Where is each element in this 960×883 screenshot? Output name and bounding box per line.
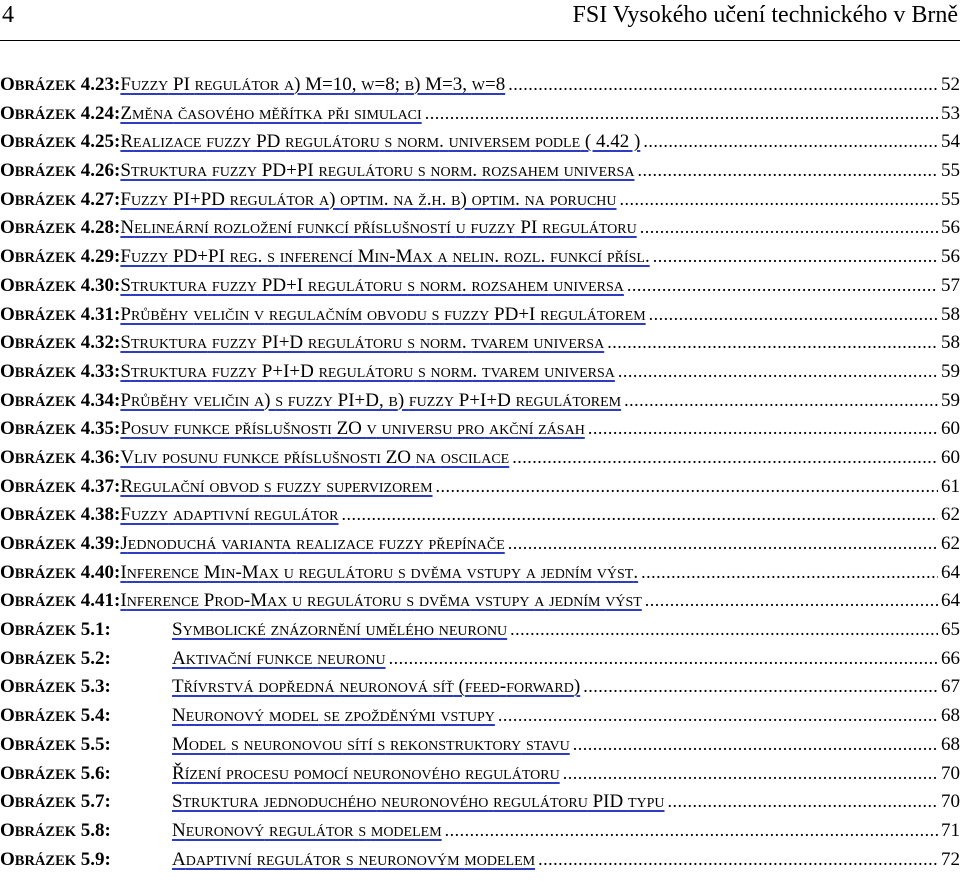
toc-entry[interactable]: [0, 242, 960, 271]
figure-title-link[interactable]: INFERENCE MIN-MAX U REGULÁTORU S DVĚMA VSTUPY A JEDNÍM VÝST.: [120, 561, 639, 583]
figure-title-link[interactable]: AKTIVAČNÍ FUNKCE NEURONU: [172, 647, 386, 669]
dot-leader: [653, 242, 938, 270]
figure-title-link[interactable]: REALIZACE FUZZY PD REGULÁTORU S NORM. UNIVERSEM PODLE ( 4.42 ): [120, 131, 641, 153]
figure-label: OBRÁZEK 4.23:: [0, 74, 121, 95]
figure-label: OBRÁZEK 4.33:: [0, 360, 121, 382]
page-number-ref[interactable]: 58: [941, 303, 960, 325]
dot-leader: [627, 271, 938, 299]
page-number-ref[interactable]: 53: [941, 102, 960, 124]
toc-entry[interactable]: [0, 300, 960, 329]
header-rule: [0, 40, 960, 41]
toc-entry[interactable]: [0, 586, 960, 615]
figure-label: OBRÁZEK 5.8:: [0, 819, 111, 841]
page-number-ref[interactable]: 66: [941, 647, 960, 669]
dot-leader: [538, 845, 938, 873]
page-number-ref[interactable]: 56: [941, 217, 960, 239]
toc-entry[interactable]: [0, 701, 960, 730]
dot-leader: [425, 99, 938, 127]
page-number-ref[interactable]: 72: [941, 848, 960, 870]
page-number-ref[interactable]: 64: [941, 590, 960, 612]
figure-label: OBRÁZEK 4.38:: [0, 504, 121, 526]
toc-entry[interactable]: [0, 99, 960, 128]
figure-label: OBRÁZEK 5.3:: [0, 676, 111, 698]
dot-leader: [445, 816, 938, 844]
figure-label: OBRÁZEK 4.26:: [0, 160, 121, 182]
figure-title-link[interactable]: INFERENCE PROD-MAX U REGULÁTORU S DVĚMA VSTUPY A JEDNÍM VÝST: [120, 590, 642, 612]
page-number-ref[interactable]: 55: [941, 160, 960, 182]
toc-entry[interactable]: [0, 500, 960, 529]
dot-leader: [640, 213, 938, 241]
dot-leader: [508, 70, 938, 98]
running-title: FSI Vysokého učení technického v Brně: [572, 2, 958, 28]
dot-leader: [649, 300, 938, 328]
dot-leader: [637, 156, 938, 184]
figure-title-link[interactable]: FUZZY PI REGULÁTOR A) M=10, W=8; B) M=3, W=8: [120, 74, 506, 95]
toc-entry[interactable]: [0, 127, 960, 156]
page-number-ref[interactable]: 61: [941, 475, 960, 497]
figure-title-link[interactable]: ŘÍZENÍ PROCESU POMOCÍ NEURONOVÉHO REGULÁTORU: [172, 762, 560, 784]
figure-label: OBRÁZEK 4.37:: [0, 475, 121, 497]
page-number-ref[interactable]: 68: [941, 705, 960, 727]
page-header: [0, 0, 960, 44]
page-number-ref[interactable]: 58: [941, 332, 960, 354]
figure-title-link[interactable]: ZMĚNA ČASOVÉHO MĚŘÍTKA PŘI SIMULACI: [120, 102, 422, 124]
toc-entry[interactable]: [0, 816, 960, 845]
figure-label: OBRÁZEK 5.1:: [0, 619, 111, 641]
toc-entry[interactable]: [0, 845, 960, 874]
figure-title-link[interactable]: NELINEÁRNÍ ROZLOŽENÍ FUNKCÍ PŘÍSLUŠNOSTÍ U FUZZY PI REGULÁTORU: [120, 217, 637, 239]
figure-title-link[interactable]: STRUKTURA FUZZY PD+I REGULÁTORU S NORM. ROZSAHEM UNIVERSA: [120, 274, 624, 296]
page-number-ref[interactable]: 57: [941, 274, 960, 296]
figure-title-link[interactable]: STRUKTURA FUZZY PI+D REGULÁTORU S NORM. TVAREM UNIVERSA: [120, 332, 605, 354]
page-number-ref[interactable]: 55: [941, 188, 960, 210]
toc-entry[interactable]: [0, 70, 960, 99]
toc-entry[interactable]: [0, 185, 960, 214]
figure-label: OBRÁZEK 4.31:: [0, 303, 121, 325]
page-number-ref[interactable]: 71: [941, 819, 960, 841]
figure-label: OBRÁZEK 4.34:: [0, 389, 121, 411]
toc-entry[interactable]: [0, 672, 960, 701]
figure-label: OBRÁZEK 4.35:: [0, 418, 121, 440]
figure-title-link[interactable]: POSUV FUNKCE PŘÍSLUŠNOSTI ZO V UNIVERSU PRO AKČNÍ ZÁSAH: [120, 418, 585, 440]
page-number-ref[interactable]: 64: [941, 561, 960, 583]
toc-entry[interactable]: [0, 558, 960, 587]
figure-title-link[interactable]: NEURONOVÝ REGULÁTOR S MODELEM: [172, 819, 442, 841]
dot-leader: [563, 759, 938, 787]
toc-entry[interactable]: [0, 386, 960, 415]
figure-title-link[interactable]: FUZZY ADAPTIVNÍ REGULÁTOR: [120, 504, 339, 526]
figure-label: OBRÁZEK 4.36:: [0, 446, 121, 468]
toc-entry[interactable]: [0, 443, 960, 472]
toc-entry[interactable]: [0, 615, 960, 644]
page-number-ref[interactable]: 67: [941, 676, 960, 698]
figure-label: OBRÁZEK 5.4:: [0, 705, 111, 727]
dot-leader: [620, 185, 938, 213]
page-number-ref[interactable]: 56: [941, 246, 960, 268]
toc-entry[interactable]: [0, 414, 960, 443]
figure-label: OBRÁZEK 4.27:: [0, 188, 121, 210]
dot-leader: [498, 701, 938, 729]
figure-label: OBRÁZEK 4.39:: [0, 533, 121, 554]
toc-entry[interactable]: [0, 472, 960, 501]
page-number-ref[interactable]: 59: [941, 360, 960, 382]
figure-title-link[interactable]: PRŮBĚHY VELIČIN V REGULAČNÍM OBVODU S FUZZY PD+I REGULÁTOREM: [120, 303, 646, 325]
toc-entry[interactable]: [0, 529, 960, 558]
figure-title-link[interactable]: MODEL S NEURONOVOU SÍTÍ S REKONSTRUKTORY STAVU: [172, 733, 570, 755]
page-number-ref[interactable]: 60: [941, 446, 960, 468]
figure-title-link[interactable]: TŘÍVRSTVÁ DOPŘEDNÁ NEURONOVÁ SÍŤ (FEED-FORWARD): [172, 676, 581, 698]
dot-leader: [510, 615, 938, 643]
figure-label: OBRÁZEK 5.2:: [0, 647, 111, 669]
page-number-ref[interactable]: 54: [941, 131, 960, 153]
page-number: 4: [2, 2, 14, 28]
figure-label: OBRÁZEK 5.6:: [0, 762, 111, 784]
dot-leader: [643, 127, 938, 155]
page-number-ref[interactable]: 68: [941, 733, 960, 755]
figure-title-link[interactable]: SYMBOLICKÉ ZNÁZORNĚNÍ UMĚLÉHO NEURONU: [172, 619, 508, 641]
figure-label: OBRÁZEK 4.30:: [0, 274, 121, 296]
dot-leader: [389, 644, 938, 672]
figure-label: OBRÁZEK 4.40:: [0, 561, 121, 583]
figure-title-link[interactable]: STRUKTURA FUZZY PD+PI REGULÁTORU S NORM. ROZSAHEM UNIVERSA: [120, 160, 635, 182]
figure-label: OBRÁZEK 4.25:: [0, 131, 121, 153]
list-of-figures: [0, 70, 960, 873]
page-number-ref[interactable]: 60: [941, 418, 960, 440]
figure-title-link[interactable]: FUZZY PI+PD REGULÁTOR A) OPTIM. NA Ž.H. B) OPTIM. NA PORUCHU: [120, 188, 617, 210]
toc-entry[interactable]: [0, 271, 960, 300]
figure-title-link[interactable]: REGULAČNÍ OBVOD S FUZZY SUPERVIZOREM: [120, 475, 433, 497]
page-number-ref[interactable]: 70: [941, 791, 960, 813]
figure-title-link[interactable]: STRUKTURA JEDNODUCHÉHO NEURONOVÉHO REGULÁTORU PID TYPU: [172, 791, 665, 813]
figure-title-link[interactable]: JEDNODUCHÁ VARIANTA REALIZACE FUZZY PŘEPÍNAČE: [120, 533, 505, 554]
dot-leader: [624, 386, 938, 414]
page-number-ref[interactable]: 59: [941, 389, 960, 411]
dot-leader: [512, 443, 938, 471]
dot-leader: [342, 500, 938, 528]
page-number-ref[interactable]: 70: [941, 762, 960, 784]
toc-entry[interactable]: [0, 730, 960, 759]
figure-label: OBRÁZEK 5.5:: [0, 733, 111, 755]
dot-leader: [508, 529, 938, 557]
dot-leader: [668, 787, 939, 815]
toc-entry[interactable]: [0, 328, 960, 357]
figure-title-link[interactable]: STRUKTURA FUZZY P+I+D REGULÁTORU S NORM. TVAREM UNIVERSA: [120, 360, 615, 382]
toc-entry[interactable]: [0, 644, 960, 673]
toc-entry[interactable]: [0, 213, 960, 242]
figure-label: OBRÁZEK 5.9:: [0, 848, 111, 870]
page-number-ref[interactable]: 62: [941, 533, 960, 554]
figure-label: OBRÁZEK 4.41:: [0, 590, 121, 612]
toc-entry[interactable]: [0, 759, 960, 788]
figure-label: OBRÁZEK 4.32:: [0, 332, 121, 354]
page-number-ref[interactable]: 52: [941, 74, 960, 95]
dot-leader: [436, 472, 938, 500]
toc-entry[interactable]: [0, 156, 960, 185]
dot-leader: [607, 328, 938, 356]
figure-label: OBRÁZEK 4.24:: [0, 102, 121, 124]
figure-title-link[interactable]: PRŮBĚHY VELIČIN A) S FUZZY PI+D, B) FUZZY P+I+D REGULÁTOREM: [120, 389, 622, 411]
dot-leader: [641, 558, 938, 586]
figure-title-link[interactable]: ADAPTIVNÍ REGULÁTOR S NEURONOVÝM MODELEM: [172, 848, 536, 870]
figure-label: OBRÁZEK 4.28:: [0, 217, 121, 239]
figure-title-link[interactable]: VLIV POSUNU FUNKCE PŘÍSLUŠNOSTI ZO NA OSCILACE: [120, 446, 510, 468]
page-number-ref[interactable]: 65: [941, 619, 960, 641]
toc-entry[interactable]: [0, 787, 960, 816]
figure-label: OBRÁZEK 4.29:: [0, 246, 121, 268]
dot-leader: [618, 357, 938, 385]
figure-title-link[interactable]: FUZZY PD+PI REG. S INFERENCÍ MIN-MAX A NELIN. ROZL. FUNKCÍ PŘÍSL.: [120, 246, 650, 268]
figure-title-link[interactable]: NEURONOVÝ MODEL SE ZPOŽDĚNÝMI VSTUPY: [172, 705, 495, 727]
dot-leader: [573, 730, 938, 758]
dot-leader: [583, 672, 938, 700]
dot-leader: [588, 414, 938, 442]
page-number-ref[interactable]: 62: [941, 504, 960, 526]
figure-label: OBRÁZEK 5.7:: [0, 791, 111, 813]
toc-entry[interactable]: [0, 357, 960, 386]
dot-leader: [645, 586, 938, 614]
